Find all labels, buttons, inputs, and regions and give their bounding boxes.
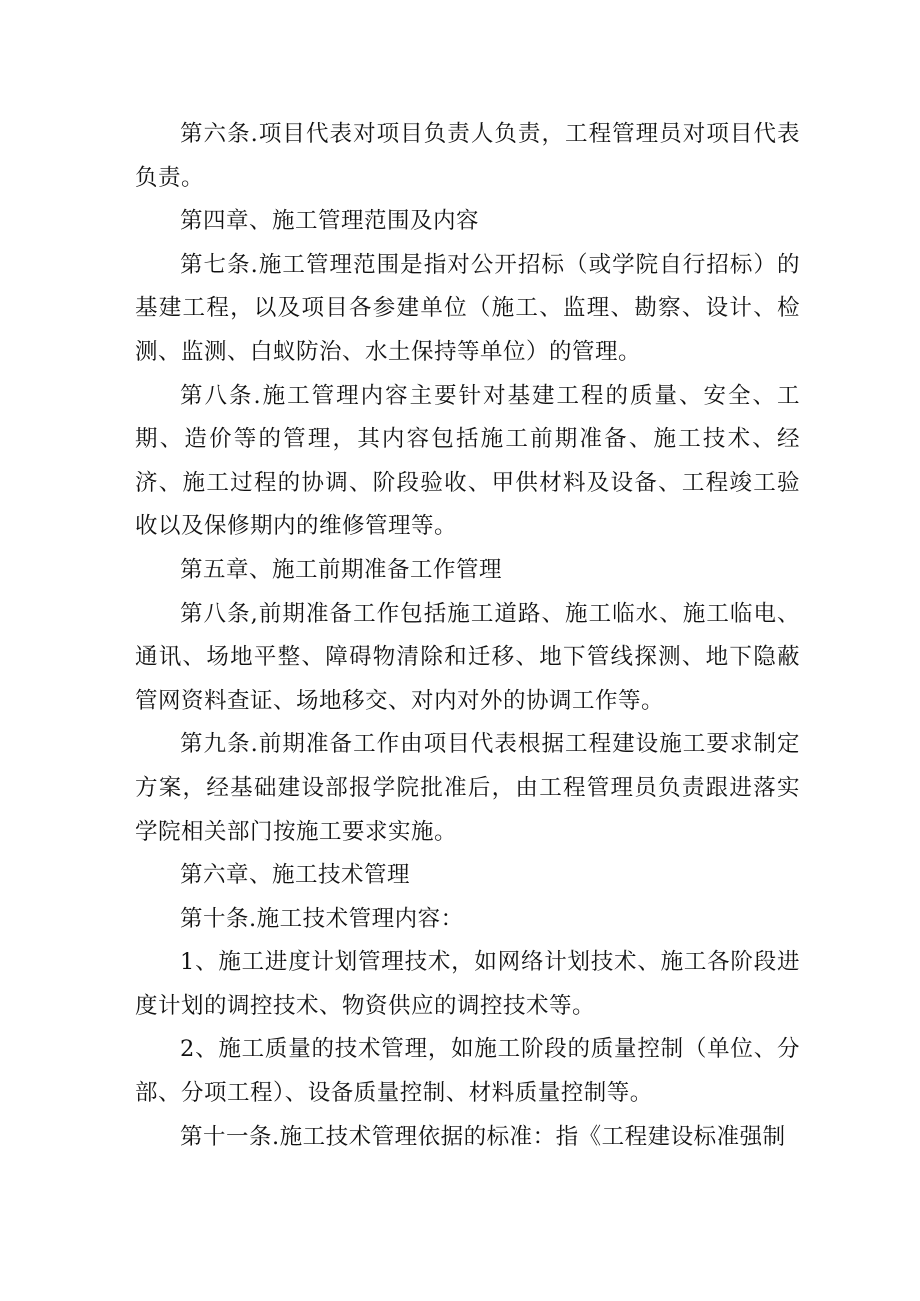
- paragraph-article-9: 第九条.前期准备工作由项目代表根据工程建设施工要求制定方案，经基础建设部报学院批准后，由工程管理员负责跟进落实学院相关部门按施工要求实施。: [135, 731, 800, 845]
- heading-chapter-6: 第六章、施工技术管理: [180, 862, 411, 889]
- list-item-2: 2、施工质量的技术管理，如施工阶段的质量控制（单位、分部、分项工程）、设备质量控制、材料质量控制等。: [135, 1036, 800, 1107]
- heading-chapter-4: 第四章、施工管理范围及内容: [180, 208, 480, 235]
- paragraph-article-6: 第六条.项目代表对项目负责人负责，工程管理员对项目代表负责。: [135, 121, 800, 191]
- paragraph-article-8: 第八条.施工管理内容主要针对基建工程的质量、安全、工期、造价等的管理，其内容包括施工前期准备、施工技术、经济、施工过程的协调、阶段验收、甲供材料及设备、工程竣工验收以及保修期内的维修管理等。: [135, 382, 800, 540]
- paragraph-article-7: 第七条.施工管理范围是指对公开招标（或学院自行招标）的基建工程，以及项目各参建单位（施工、监理、勘察、设计、检测、监测、白蚁防治、水土保持等单位）的管理。: [135, 251, 800, 365]
- paragraph-article-10: 第十条.施工技术管理内容：: [180, 905, 464, 932]
- paragraph-article-8-prep: 第八条,前期准备工作包括施工道路、施工临水、施工临电、通讯、场地平整、障碍物清除和迁移、地下管线探测、地下隐蔽管网资料查证、场地移交、对内对外的协调工作等。: [135, 600, 800, 714]
- document-body: [135, 113, 800, 1159]
- paragraph-article-11: 第十一条.施工技术管理依据的标准：指《工程建设标准强制: [180, 1123, 786, 1150]
- heading-chapter-5: 第五章、施工前期准备工作管理: [180, 556, 503, 583]
- list-item-1: 1、施工进度计划管理技术，如网络计划技术、施工各阶段进度计划的调控技术、物资供应的调控技术等。: [135, 949, 800, 1019]
